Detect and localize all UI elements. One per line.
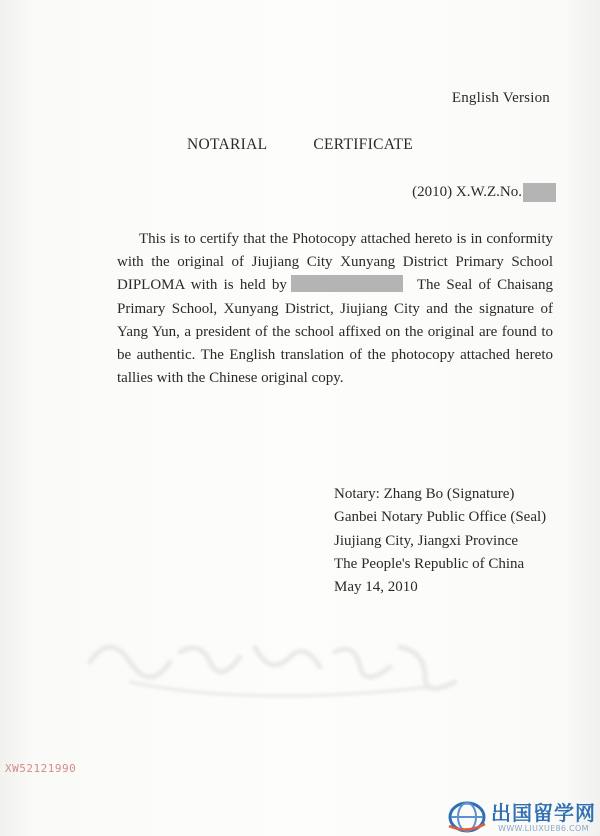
watermark-url: WWW.LIUXUE86.COM: [498, 823, 589, 833]
version-label: English Version: [451, 90, 550, 106]
notary-line: Notary: Zhang Bo (Signature): [334, 486, 515, 502]
watermark-text: [491, 802, 596, 833]
certificate-number: [412, 183, 556, 202]
certification-paragraph: [117, 228, 553, 390]
page-title: [0, 136, 600, 154]
globe-logo-icon: [447, 800, 487, 834]
redacted-number-block: [523, 183, 556, 202]
serial-number: XW52121990: [5, 762, 77, 775]
embossed-seal-mark: [70, 622, 500, 712]
notary-line: The People's Republic of China: [334, 555, 525, 572]
redacted-name-block: [291, 275, 403, 292]
paragraph-part-2: The Seal of Chaisang Primary School, Xunyang District, Jiujiang City and the signature of Yang Yun, a president of the school affixed on the original are found to be authentic. The English translation of the photocopy attached hereto tallies with the Chinese original copy.: [117, 277, 553, 387]
watermark-name: 出国留学网: [491, 800, 596, 825]
paragraph-part-1: This is to certify that the Photocopy attached hereto is in conformity with the original of Jiujiang City Xunyang District Primary School DIPLOMA with is held by: [117, 231, 553, 294]
site-watermark: [447, 800, 596, 834]
certificate-number-label: (2010) X.W.Z.No.: [412, 184, 522, 200]
notary-date: May 14, 2010: [334, 579, 418, 596]
notary-line: Jiujiang City, Jiangxi Province: [334, 532, 519, 549]
title-notarial: NOTARIAL: [186, 136, 268, 153]
notary-signature-block: [334, 483, 546, 599]
title-certificate: CERTIFICATE: [313, 136, 414, 153]
notary-line: Ganbei Notary Public Office (Seal): [334, 509, 547, 526]
